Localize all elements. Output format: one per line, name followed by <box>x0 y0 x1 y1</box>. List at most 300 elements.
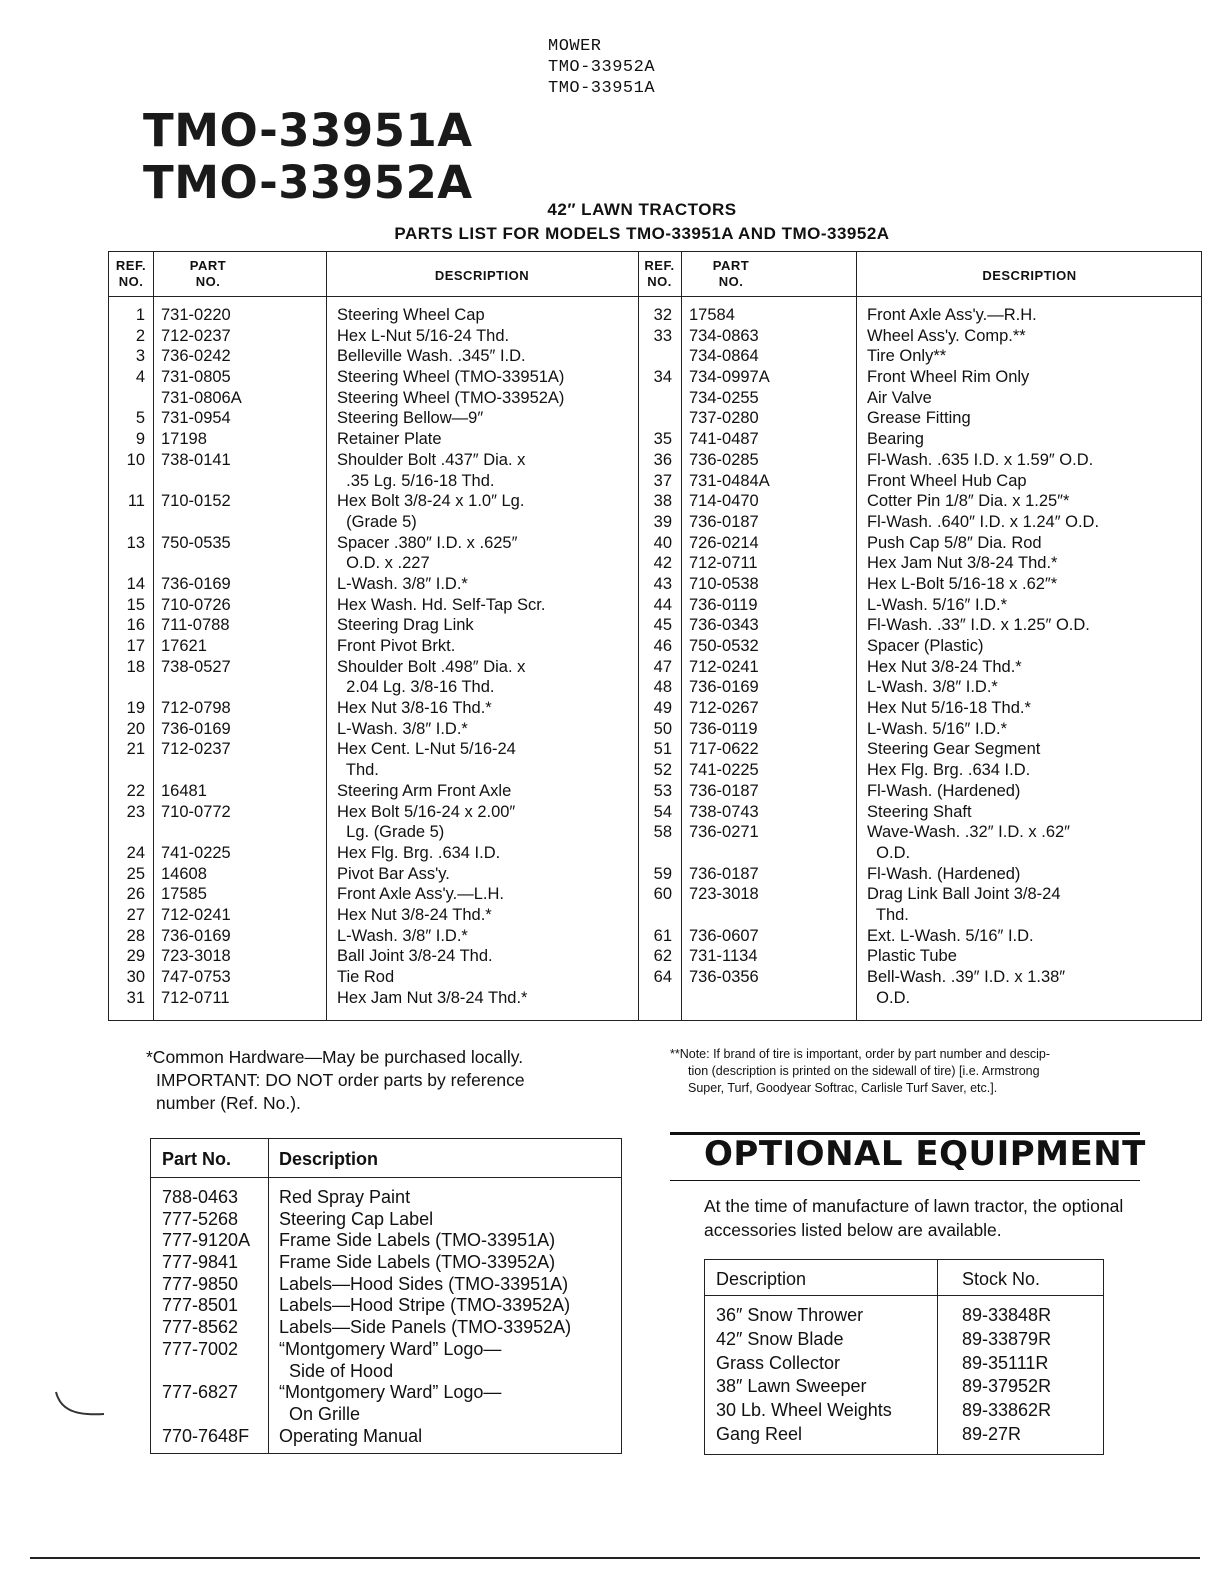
header-divider <box>151 1177 621 1178</box>
description: Fl-Wash. .640″ I.D. x 1.24″ O.D. <box>867 512 1100 531</box>
header-part-text: NO. <box>195 274 221 289</box>
accessory-description: Gang Reel <box>716 1423 803 1444</box>
parts-table <box>108 251 1202 1021</box>
stock-no: 89-33848R <box>962 1305 1052 1325</box>
table-row <box>109 346 638 367</box>
description: Operating Manual <box>279 1425 423 1446</box>
description: Steering Wheel (TMO-33951A) <box>337 368 565 387</box>
table-row <box>151 1404 623 1426</box>
description: Push Cap 5/8″ Dia. Rod <box>867 533 1042 552</box>
table-row <box>638 864 1203 885</box>
table-row <box>109 450 638 471</box>
description: Tire Only** <box>867 347 947 366</box>
part-no: 777-5268 <box>162 1208 239 1229</box>
part-no: 736-0169 <box>161 574 231 593</box>
ref-no: 28 <box>126 926 145 945</box>
description: Frame Side Labels (TMO-33951A) <box>279 1230 556 1251</box>
description: Thd. <box>867 905 909 924</box>
note-line: Super, Turf, Goodyear Softrac, Carlisle Turf Saver, etc.]. <box>688 1081 998 1095</box>
table-row <box>638 533 1203 554</box>
header-ref-right <box>638 258 681 290</box>
table-row <box>109 367 638 388</box>
part-no: 736-0187 <box>689 512 759 531</box>
table-row <box>109 967 638 988</box>
description: .35 Lg. 5/16-18 Thd. <box>337 471 495 490</box>
subtitle-parts-list: PARTS LIST FOR MODELS TMO-33951A AND TMO-33952A <box>394 224 890 243</box>
description: Steering Drag Link <box>337 616 474 635</box>
header-ref-text: NO. <box>118 274 144 289</box>
table-row <box>109 926 638 947</box>
table-row <box>638 739 1203 760</box>
ref-no: 44 <box>653 595 672 614</box>
ref-no: 11 <box>127 492 145 511</box>
table-row <box>638 636 1203 657</box>
table-row <box>638 781 1203 802</box>
table-row <box>109 553 638 574</box>
header-part-text: PART <box>189 258 227 273</box>
ref-no: 4 <box>135 368 145 387</box>
description: Hex Flg. Brg. .634 I.D. <box>867 761 1031 780</box>
ref-no: 52 <box>653 761 672 780</box>
common-hardware-note <box>146 1046 525 1115</box>
ref-no: 61 <box>653 926 672 945</box>
part-no: 736-0356 <box>689 968 759 986</box>
table-row <box>109 326 638 347</box>
description: Spacer .380″ I.D. x .625″ <box>337 533 518 552</box>
table-row <box>109 677 638 698</box>
table-row <box>109 574 638 595</box>
part-no: 16481 <box>161 781 207 800</box>
table-row <box>638 822 1203 843</box>
part-no: 710-0772 <box>161 802 231 821</box>
part-no: 712-0241 <box>689 657 759 676</box>
description: Drag Link Ball Joint 3/8-24 <box>867 885 1061 904</box>
table-row <box>109 657 638 678</box>
description: Hex Flg. Brg. .634 I.D. <box>337 843 501 862</box>
ref-no: 24 <box>126 843 145 862</box>
part-no: 17198 <box>161 430 207 449</box>
description: Steering Wheel Cap <box>337 306 485 324</box>
part-no: 712-0711 <box>161 988 230 1007</box>
description: Front Pivot Brkt. <box>337 637 456 655</box>
description: L-Wash. 3/8″ I.D.* <box>337 926 468 945</box>
table-row <box>109 802 638 823</box>
description: Hex Jam Nut 3/8-24 Thd.* <box>867 554 1058 573</box>
part-no: 734-0255 <box>689 388 759 407</box>
table-row <box>638 512 1203 533</box>
stock-no: 89-33879R <box>962 1328 1052 1349</box>
part-no: 777-9120A <box>162 1230 251 1251</box>
ref-no: 46 <box>653 637 672 655</box>
description: Bearing <box>867 430 924 449</box>
description: Front Axle Ass'y.—R.H. <box>867 306 1037 324</box>
ref-no: 26 <box>126 885 145 904</box>
description: Hex Cent. L-Nut 5/16-24 <box>337 740 516 759</box>
header-part-right <box>681 258 781 290</box>
table-row <box>638 677 1203 698</box>
description: Red Spray Paint <box>279 1187 411 1207</box>
table-row <box>638 326 1203 347</box>
table-row <box>109 429 638 450</box>
part-no: 750-0532 <box>689 637 759 655</box>
header-ref-text: REF. <box>115 258 147 273</box>
ref-no: 34 <box>653 368 672 387</box>
accessory-description: 42″ Snow Blade <box>716 1328 844 1349</box>
part-no: 777-9850 <box>162 1273 239 1294</box>
table-row <box>638 471 1203 492</box>
table-row <box>705 1328 1105 1352</box>
note-line: **Note: If brand of tire is important, order by part number and descip- <box>670 1047 1051 1061</box>
part-no: 710-0538 <box>689 574 759 593</box>
part-no: 731-0806A <box>161 388 242 407</box>
description: Steering Cap Label <box>279 1208 434 1229</box>
description: Hex Nut 3/8-24 Thd.* <box>867 657 1022 676</box>
header-part-no: Part No. <box>162 1149 232 1169</box>
part-no: 738-0743 <box>689 802 759 821</box>
table-row <box>638 967 1203 988</box>
table-row <box>109 305 638 326</box>
note-line: IMPORTANT: DO NOT order parts by reference <box>156 1070 525 1090</box>
table-row <box>638 450 1203 471</box>
accessory-description: Grass Collector <box>716 1352 841 1373</box>
part-no: 770-7648F <box>162 1425 250 1446</box>
ref-no: 16 <box>126 616 145 635</box>
description: Tie Rod <box>337 968 395 986</box>
table-row <box>109 739 638 760</box>
optional-equipment-table <box>704 1259 1104 1455</box>
description: Hex Bolt 5/16-24 x 2.00″ <box>337 802 516 821</box>
ref-no: 39 <box>653 512 672 531</box>
table-row <box>151 1426 623 1448</box>
description: O.D. <box>867 988 911 1007</box>
description: Hex Nut 3/8-24 Thd.* <box>337 905 492 924</box>
part-no: 736-0119 <box>689 595 758 614</box>
description: Shoulder Bolt .437″ Dia. x <box>337 450 526 469</box>
part-no: 17584 <box>689 306 735 324</box>
description: Wave-Wash. .32″ I.D. x .62″ <box>867 823 1071 842</box>
part-no: 777-8501 <box>162 1295 239 1316</box>
part-no: 736-0169 <box>689 678 759 697</box>
stock-no: 89-27R <box>962 1423 1022 1444</box>
description: Lg. (Grade 5) <box>337 823 445 842</box>
part-no: 717-0622 <box>689 740 759 759</box>
description: Hex Nut 3/8-16 Thd.* <box>337 699 492 718</box>
header-description: Description <box>279 1149 379 1169</box>
ref-no: 21 <box>126 740 145 759</box>
description: Side of Hood <box>279 1360 394 1381</box>
table-row <box>638 843 1203 864</box>
part-no: 17621 <box>161 637 207 655</box>
header-part-text: NO. <box>718 274 744 289</box>
part-no: 736-0119 <box>689 719 758 738</box>
description: Labels—Side Panels (TMO-33952A) <box>279 1317 572 1338</box>
part-no: 738-0141 <box>161 450 231 469</box>
header-desc-left: DESCRIPTION <box>434 268 530 283</box>
table-row <box>638 429 1203 450</box>
part-no: 710-0152 <box>161 492 231 511</box>
ref-no: 62 <box>653 947 672 966</box>
part-no: 736-0187 <box>689 781 759 800</box>
part-no: 712-0798 <box>161 699 231 718</box>
description: (Grade 5) <box>337 512 417 531</box>
ref-no: 36 <box>653 450 672 469</box>
table-row <box>638 346 1203 367</box>
header-stock-no: Stock No. <box>962 1269 1041 1289</box>
ref-no: 22 <box>126 781 145 800</box>
description: L-Wash. 3/8″ I.D.* <box>337 719 468 738</box>
table-row <box>638 553 1203 574</box>
header-desc-right: DESCRIPTION <box>982 268 1077 283</box>
part-no: 731-0805 <box>161 368 231 387</box>
part-no: 712-0237 <box>161 326 231 345</box>
ref-no: 54 <box>653 802 672 821</box>
table-row <box>109 636 638 657</box>
table-row <box>638 988 1203 1009</box>
ref-no: 29 <box>126 947 145 966</box>
ref-no: 43 <box>653 574 672 593</box>
scan-mark-icon <box>52 1386 112 1426</box>
part-no: 712-0711 <box>689 554 758 573</box>
description: Front Wheel Hub Cap <box>867 471 1027 490</box>
part-no: 777-8562 <box>162 1317 239 1338</box>
table-row <box>151 1382 623 1404</box>
description: Hex Bolt 3/8-24 x 1.0″ Lg. <box>337 492 525 511</box>
header-ref-left <box>109 258 153 290</box>
section-rule <box>670 1180 1140 1181</box>
table-row <box>638 574 1203 595</box>
part-no: 731-0220 <box>161 306 231 324</box>
part-no: 734-0864 <box>689 347 759 366</box>
ref-no: 17 <box>126 637 145 655</box>
ref-no: 14 <box>126 574 145 593</box>
table-row <box>705 1399 1105 1423</box>
ref-no: 51 <box>653 740 672 759</box>
table-row <box>109 698 638 719</box>
description: Steering Wheel (TMO-33952A) <box>337 388 565 407</box>
description: Labels—Hood Sides (TMO-33951A) <box>279 1273 569 1294</box>
part-no: 14608 <box>161 864 207 883</box>
table-row <box>638 698 1203 719</box>
table-row <box>151 1187 623 1209</box>
table-row <box>151 1295 623 1317</box>
table-row <box>151 1339 623 1361</box>
table-row <box>109 533 638 554</box>
ref-no: 13 <box>126 533 145 552</box>
description: Ext. L-Wash. 5/16″ I.D. <box>867 926 1034 945</box>
description: L-Wash. 5/16″ I.D.* <box>867 595 1008 614</box>
description: Retainer Plate <box>337 430 442 449</box>
ref-no: 15 <box>126 595 145 614</box>
part-no: 738-0527 <box>161 657 231 676</box>
stock-no: 89-33862R <box>962 1400 1052 1421</box>
ref-no: 60 <box>653 885 672 904</box>
part-no: 731-0484A <box>689 471 770 490</box>
table-row <box>151 1317 623 1339</box>
part-no: 777-7002 <box>162 1338 239 1359</box>
table-row <box>705 1352 1105 1376</box>
ref-no: 5 <box>135 409 145 428</box>
tire-note <box>670 1046 1150 1097</box>
description: “Montgomery Ward” Logo— <box>279 1382 502 1403</box>
table-row <box>109 388 638 409</box>
table-row <box>109 491 638 512</box>
table-row <box>151 1230 623 1252</box>
ref-no: 48 <box>653 678 672 697</box>
description: Fl-Wash. .635 I.D. x 1.59″ O.D. <box>867 450 1094 469</box>
description: Grease Fitting <box>867 409 971 428</box>
note-line: number (Ref. No.). <box>156 1093 301 1113</box>
ref-no: 59 <box>653 864 672 883</box>
description: “Montgomery Ward” Logo— <box>279 1338 502 1359</box>
table-row <box>109 988 638 1009</box>
table-row <box>705 1423 1105 1447</box>
ref-no: 40 <box>653 533 672 552</box>
ref-no: 30 <box>126 968 145 986</box>
ref-no: 20 <box>126 719 145 738</box>
description: Hex Wash. Hd. Self-Tap Scr. <box>337 595 546 614</box>
description: Air Valve <box>867 388 932 407</box>
model-header <box>548 36 655 99</box>
table-row <box>151 1274 623 1296</box>
model-header-line-3: TMO-33951A <box>548 79 656 98</box>
part-no: 777-9841 <box>162 1252 239 1273</box>
subtitle-product: 42″ LAWN TRACTORS <box>547 200 737 219</box>
part-no: 736-0242 <box>161 347 231 366</box>
part-no: 736-0343 <box>689 616 759 635</box>
ref-no: 37 <box>653 471 672 490</box>
ref-no: 49 <box>653 699 672 718</box>
description: Plastic Tube <box>867 947 957 966</box>
bottom-rule <box>30 1557 1200 1559</box>
part-no: 741-0225 <box>689 761 759 780</box>
ref-no: 58 <box>653 823 672 842</box>
ref-no: 33 <box>653 326 672 345</box>
part-no: 731-0954 <box>161 409 231 428</box>
description: Spacer (Plastic) <box>867 637 984 655</box>
table-row <box>638 615 1203 636</box>
table-row <box>638 802 1203 823</box>
ref-no: 35 <box>653 430 672 449</box>
description: Front Wheel Rim Only <box>867 368 1030 387</box>
table-row <box>638 595 1203 616</box>
table-row <box>705 1375 1105 1399</box>
stock-no: 89-37952R <box>962 1376 1052 1397</box>
accessory-description: 30 Lb. Wheel Weights <box>716 1400 892 1421</box>
optional-intro: At the time of manufacture of lawn tractor, the optional accessories listed below are available. <box>704 1196 1124 1240</box>
description: Steering Arm Front Axle <box>337 781 512 800</box>
table-row <box>638 367 1203 388</box>
ref-no: 18 <box>126 657 145 676</box>
note-line: tion (description is printed on the sidewall of tire) [i.e. Armstrong <box>688 1064 1040 1078</box>
table-row <box>109 864 638 885</box>
misc-parts-table <box>150 1138 622 1454</box>
ref-no: 25 <box>126 864 145 883</box>
ref-no: 1 <box>135 306 145 324</box>
ref-no: 47 <box>653 657 672 676</box>
ref-no: 2 <box>135 326 145 345</box>
table-row <box>109 595 638 616</box>
ref-no: 64 <box>653 968 672 986</box>
table-row <box>638 905 1203 926</box>
part-no: 714-0470 <box>689 492 759 511</box>
accessory-description: 38″ Lawn Sweeper <box>716 1376 867 1397</box>
table-row <box>638 946 1203 967</box>
part-no: 734-0997A <box>689 368 770 387</box>
part-no: 750-0535 <box>161 533 231 552</box>
title-model-1: TMO-33951A <box>143 104 473 157</box>
part-no: 736-0271 <box>689 823 759 842</box>
part-no: 712-0241 <box>161 905 231 924</box>
ref-no: 19 <box>126 699 145 718</box>
description: Pivot Bar Ass'y. <box>337 864 450 883</box>
description: Fl-Wash. (Hardened) <box>867 781 1021 800</box>
description: Frame Side Labels (TMO-33952A) <box>279 1252 556 1273</box>
part-no: 788-0463 <box>162 1187 239 1207</box>
ref-no: 38 <box>653 492 672 511</box>
ref-no: 42 <box>653 554 672 573</box>
part-no: 731-1134 <box>689 947 758 966</box>
table-row <box>638 760 1203 781</box>
table-row <box>705 1304 1105 1328</box>
table-row <box>151 1209 623 1231</box>
description: O.D. x .227 <box>337 554 430 573</box>
table-row <box>638 719 1203 740</box>
ref-no: 31 <box>126 988 145 1007</box>
ref-no: 9 <box>135 430 145 449</box>
table-row <box>638 305 1203 326</box>
description: On Grille <box>279 1403 361 1424</box>
ref-no: 10 <box>126 450 145 469</box>
part-no: 723-3018 <box>161 947 231 966</box>
description: L-Wash. 5/16″ I.D.* <box>867 719 1008 738</box>
parts-left-column <box>109 305 638 1008</box>
header-part-left <box>153 258 263 290</box>
ref-no: 23 <box>126 802 145 821</box>
part-no: 712-0267 <box>689 699 759 718</box>
table-row <box>109 719 638 740</box>
part-no: 736-0169 <box>161 719 231 738</box>
table-row <box>109 781 638 802</box>
table-row <box>151 1252 623 1274</box>
header-part-text: PART <box>712 258 750 273</box>
ref-no: 53 <box>653 781 672 800</box>
description: Cotter Pin 1/8″ Dia. x 1.25″* <box>867 492 1070 511</box>
part-no: 734-0863 <box>689 326 759 345</box>
description: Shoulder Bolt .498″ Dia. x <box>337 657 526 676</box>
accessory-description: 36″ Snow Thrower <box>716 1305 864 1325</box>
table-row <box>638 408 1203 429</box>
ref-no: 50 <box>653 719 672 738</box>
part-no: 711-0788 <box>161 616 230 635</box>
description: O.D. <box>867 843 911 862</box>
part-no: 737-0280 <box>689 409 759 428</box>
description: Steering Shaft <box>867 802 972 821</box>
table-row <box>109 471 638 492</box>
misc-rows <box>151 1187 623 1447</box>
part-no: 710-0726 <box>161 595 231 614</box>
ref-no: 45 <box>653 616 672 635</box>
description: Hex L-Bolt 5/16-18 x .62″* <box>867 574 1058 593</box>
optional-rows <box>705 1304 1105 1447</box>
optional-equipment-title: OPTIONAL EQUIPMENT <box>704 1134 1146 1174</box>
stock-no: 89-35111R <box>962 1352 1049 1373</box>
description: L-Wash. 3/8″ I.D.* <box>337 574 468 593</box>
part-no: 736-0169 <box>161 926 231 945</box>
part-no: 736-0607 <box>689 926 759 945</box>
part-no: 777-6827 <box>162 1382 239 1403</box>
description: Thd. <box>337 761 379 780</box>
description: Wheel Ass'y. Comp.** <box>867 326 1026 345</box>
